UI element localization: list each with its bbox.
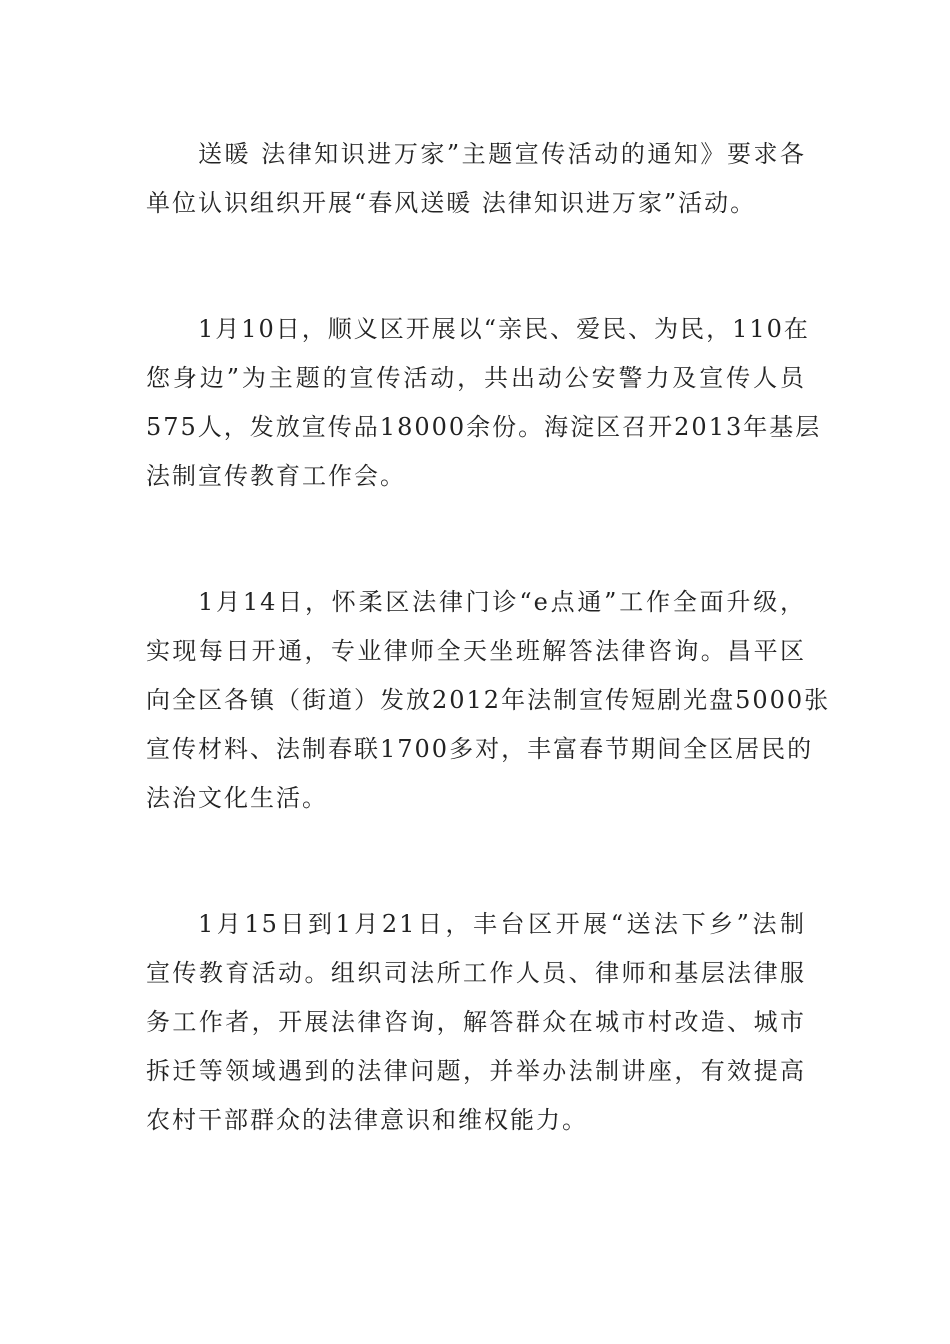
text-line: 务工作者，开展法律咨询，解答群众在城市村改造、城市 xyxy=(146,1008,806,1036)
paragraph-jan-10 xyxy=(146,305,822,501)
text-line: 法治文化生活。 xyxy=(146,784,328,812)
text-line: 农村干部群众的法律意识和维权能力。 xyxy=(146,1106,588,1134)
text-line: 宣传教育活动。组织司法所工作人员、律师和基层法律服 xyxy=(146,959,806,987)
text-line: 您身边”为主题的宣传活动，共出动公安警力及宣传人员 xyxy=(146,364,806,392)
text-line: 单位认识组织开展“春风送暖 法律知识进万家”活动。 xyxy=(146,189,757,217)
text-line: 法制宣传教育工作会。 xyxy=(146,462,406,490)
text-line: 拆迁等领域遇到的法律问题，并举办法制讲座，有效提高 xyxy=(146,1057,806,1085)
paragraph-notice-continuation xyxy=(146,130,806,228)
text-line: 向全区各镇（街道）发放2012年法制宣传短剧光盘5000张 xyxy=(146,686,831,714)
text-line: 宣传材料、法制春联1700多对，丰富春节期间全区居民的 xyxy=(146,735,814,763)
text-line: 1月15日到1月21日，丰台区开展“送法下乡”法制 xyxy=(198,910,806,938)
document-body xyxy=(146,130,831,1222)
text-line: 1月14日，怀柔区法律门诊“e点通”工作全面升级， xyxy=(198,588,806,616)
text-line: 实现每日开通，专业律师全天坐班解答法律咨询。昌平区 xyxy=(146,637,806,665)
paragraph-jan-15-21 xyxy=(146,900,806,1145)
text-line: 575人，发放宣传品18000余份。海淀区召开2013年基层 xyxy=(146,413,822,441)
paragraph-jan-14 xyxy=(146,578,831,823)
text-line: 送暖 法律知识进万家”主题宣传活动的通知》要求各 xyxy=(198,140,806,168)
text-line: 1月10日，顺义区开展以“亲民、爱民、为民，110在 xyxy=(198,315,810,343)
